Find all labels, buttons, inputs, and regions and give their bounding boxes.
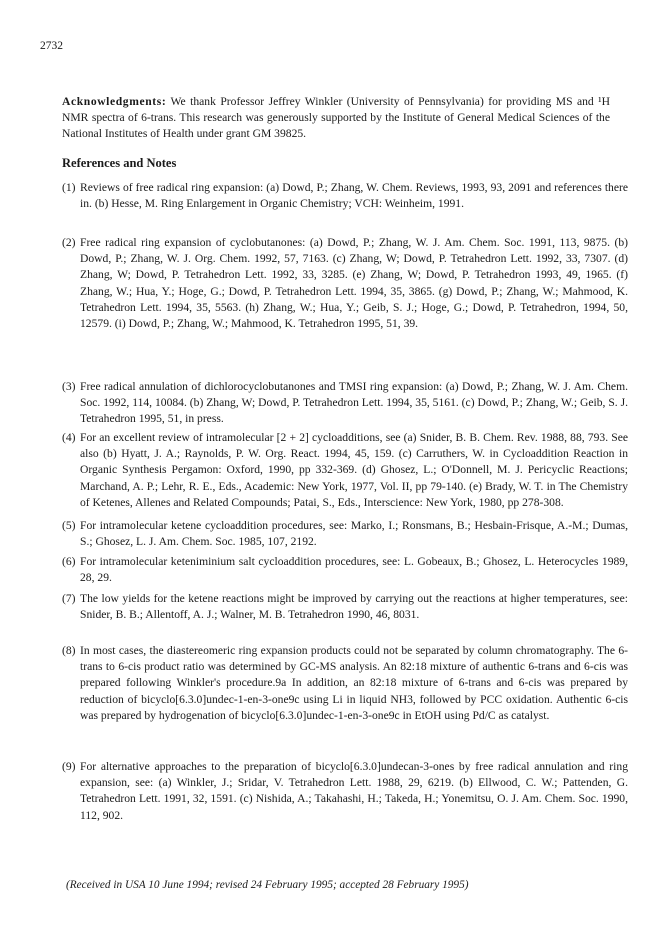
reference-item [62, 235, 628, 332]
reference-text: For intramolecular ketene cycloaddition procedures, see: Marko, I.; Ronsmans, B.; Hesbain-Frisque, A.-M.; Dumas, S.; Ghosez, L. J. Am. Chem. Soc. 1985, 107, 2192. [80, 519, 628, 549]
reference-number: (1) [62, 181, 76, 194]
reference-text: In most cases, the diastereomeric ring expansion products could not be separated by column chromatography. The 6-trans to 6-cis product ratio was determined by GC-MS analysis. An 82:18 mixture of authentic 6-trans and 6-cis was prepared following Winkler's procedure.9a In addition, an 82:18 mixture of 6-trans and 6-cis was prepared by reduction of bicyclo[6.3.0]undec-1-en-3-one9c using Li in liquid NH3, followed by PCC oxidation. Authentic 6-cis was prepared by hydrogenation of bicyclo[6.3.0]undec-1-en-3-one9c in EtOH using Pd/C as catalyst. [80, 644, 628, 722]
reference-number: (5) [62, 519, 76, 532]
reference-number: (9) [62, 760, 76, 773]
received-dates: (Received in USA 10 June 1994; revised 24 February 1995; accepted 28 February 1995) [66, 879, 469, 891]
reference-number: (3) [62, 380, 76, 393]
reference-item [62, 759, 628, 824]
reference-number: (2) [62, 236, 76, 249]
acknowledgments-heading: Acknowledgments: [62, 95, 167, 108]
reference-text: The low yields for the ketene reactions might be improved by carrying out the reactions at higher temperatures, see: Snider, B. B.; Allentoff, A. J.; Walner, M. B. Tetrahedron 1990, 46, 8031. [80, 592, 628, 622]
reference-item [62, 180, 628, 212]
references-heading: References and Notes [62, 156, 177, 170]
reference-item [62, 643, 628, 724]
reference-text: For alternative approaches to the preparation of bicyclo[6.3.0]undecan-3-ones by free radical annulation and ring expansion, see: (a) Winkler, J.; Sridar, V. Tetrahedron Lett. 1988, 29, 6219. (b) Ellwood, C. W.; Pattenden, G. Tetrahedron Lett. 1991, 32, 1591. (c) Nishida, A.; Takahashi, H.; Takeda, H.; Yonemitsu, O. J. Am. Chem. Soc. 1990, 112, 902. [80, 760, 628, 822]
reference-item [62, 518, 628, 550]
reference-number: (8) [62, 644, 76, 657]
reference-text: Free radical ring expansion of cyclobutanones: (a) Dowd, P.; Zhang, W. J. Am. Chem. Soc. 1991, 113, 9875. (b) Dowd, P.; Zhang, W. J. Org. Chem. 1992, 57, 7163. (c) Zhang, W; Dowd, P. Tetrahedron Lett. 1992, 33, 7307. (d) Zhang, W; Dowd, P. Tetrahedron Lett. 1992, 33, 3285. (e) Zhang, W; Dowd, P. Tetrahedron 1993, 49, 1965. (f) Zhang, W.; Hua, Y.; Hoge, G.; Dowd, P. Tetrahedron Lett. 1994, 35, 3865. (g) Dowd, P.; Zhang, W.; Mahmood, K. Tetrahedron Lett. 1994, 35, 5563. (h) Zhang, W.; Hua, Y.; Geib, S. J.; Hoge, G.; Dowd, P. Tetrahedron, 1994, 50, 12579. (i) Dowd, P.; Zhang, W.; Mahmood, K. Tetrahedron 1995, 51, 39. [80, 236, 628, 331]
acknowledgments-paragraph [62, 94, 610, 143]
reference-number: (6) [62, 555, 76, 568]
reference-item [62, 430, 628, 511]
reference-number: (4) [62, 431, 76, 444]
reference-text: Free radical annulation of dichlorocyclobutanones and TMSI ring expansion: (a) Dowd, P.; Zhang, W. J. Am. Chem. Soc. 1992, 114, 10084. (b) Zhang, W; Dowd, P. Tetrahedron Lett. 1994, 35, 5161. (c) Dowd, P.; Zhang, W.; Geib, S. J. Tetrahedron 1995, 51, in press. [80, 380, 628, 426]
page-number: 2732 [40, 40, 63, 52]
reference-item [62, 379, 628, 428]
reference-text: Reviews of free radical ring expansion: (a) Dowd, P.; Zhang, W. Chem. Reviews, 1993, 93, 2091 and references there in. (b) Hesse, M. Ring Enlargement in Organic Chemistry; VCH: Weinheim, 1991. [80, 181, 628, 211]
reference-item [62, 591, 628, 623]
reference-item [62, 554, 628, 586]
acknowledgments-text: We thank Professor Jeffrey Winkler (University of Pennsylvania) for providing MS and ¹H NMR spectra of 6-trans. This research was generously supported by the Institute of General Medical Sciences of the National Institutes of Health under grant GM 39825. [62, 95, 610, 141]
reference-text: For intramolecular keteniminium salt cycloaddition procedures, see: L. Gobeaux, B.; Ghosez, L. Heterocycles 1989, 28, 29. [80, 555, 628, 585]
reference-text: For an excellent review of intramolecular [2 + 2] cycloadditions, see (a) Snider, B. B. Chem. Rev. 1988, 88, 793. See also (b) Hyatt, J. A.; Raynolds, P. W. Org. React. 1994, 45, 159. (c) Carruthers, W. in Cycloaddition Reaction in Organic Synthesis Pergamon: Oxford, 1990, pp 332-369. (d) Ghosez, L.; O'Donnell, M. J. Pericyclic Reactions; Marchand, A. P.; Lehr, R. E., Eds., Academic: New York, 1977, Vol. II, pp 79-140. (e) Brady, W. T. in The Chemistry of Ketenes, Allenes and Related Compounds; Patai, S., Eds., Interscience: New York, 1980, pp 278-308. [80, 431, 628, 509]
reference-number: (7) [62, 592, 76, 605]
